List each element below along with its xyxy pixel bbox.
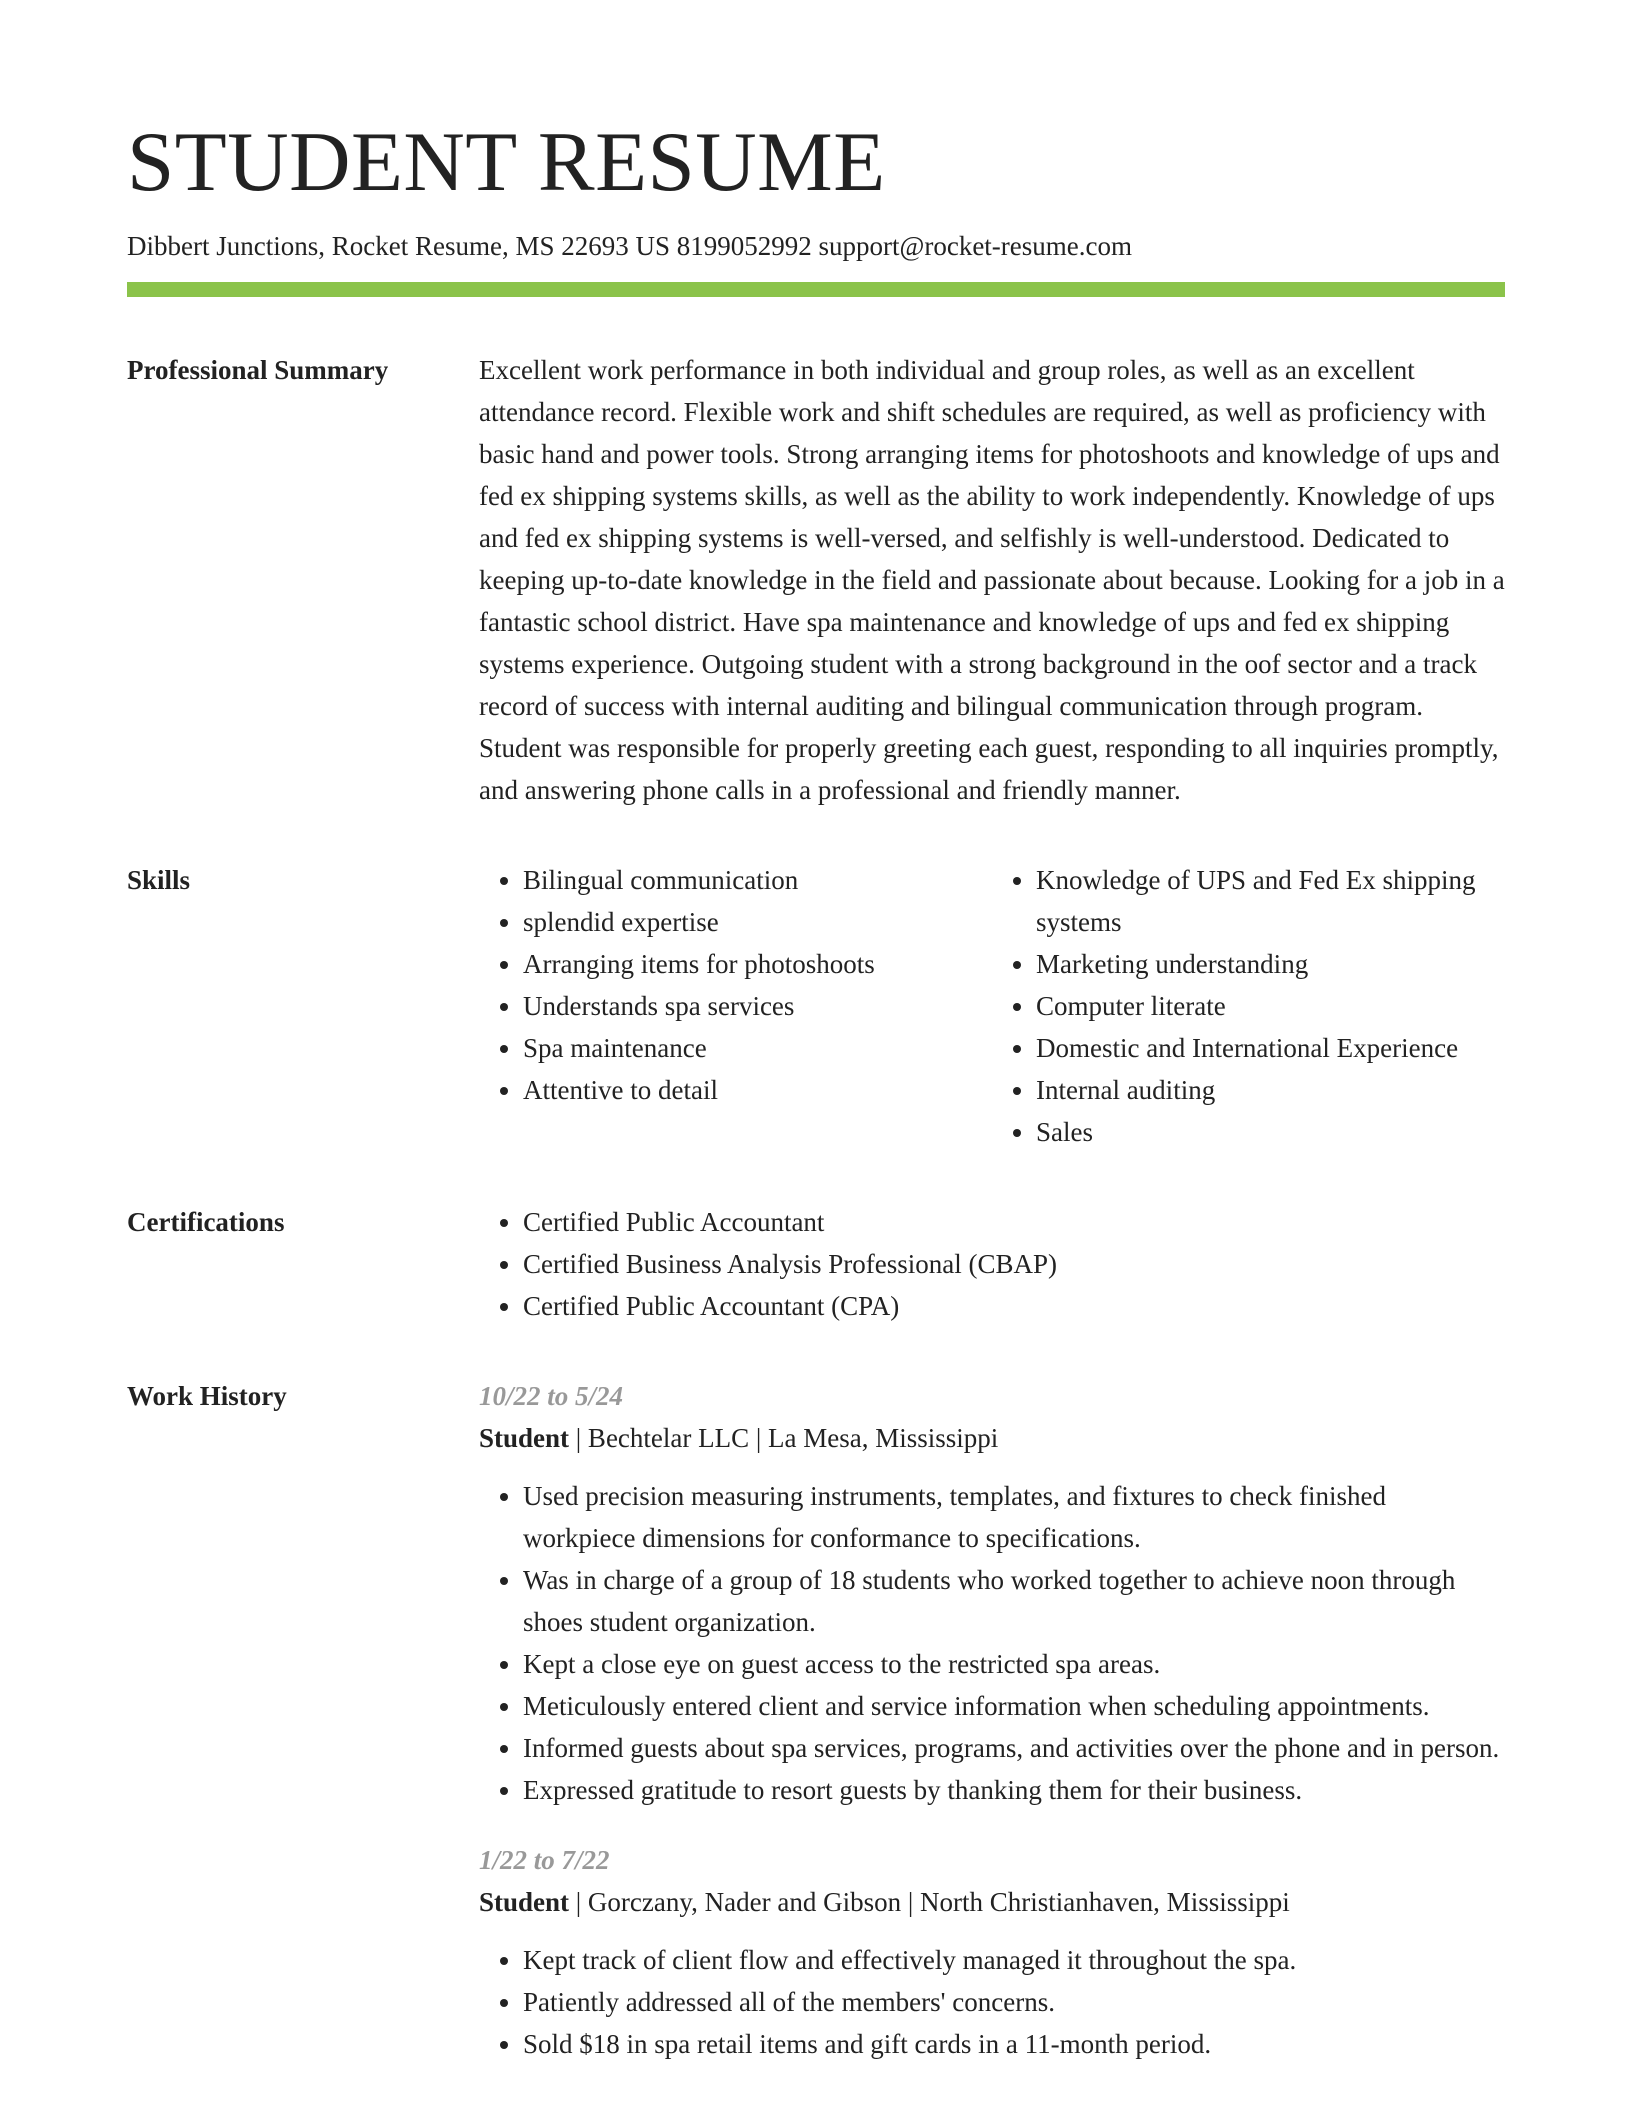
job-bullet: • Was in charge of a group of 18 students who worked together to achieve noon through shoes student organization. [523, 1559, 1505, 1643]
job-bullet: • Kept track of client flow and effectively managed it throughout the spa. [523, 1939, 1505, 1981]
job-bullet: • Informed guests about spa services, programs, and activities over the phone and in person. [523, 1727, 1505, 1769]
job-bullet: • Meticulously entered client and service information when scheduling appointments. [523, 1685, 1505, 1727]
skill-item: • Computer literate [1036, 985, 1505, 1027]
job-bullets [479, 1939, 1505, 2065]
contact-line: Dibbert Junctions, Rocket Resume, MS 22693 US 8199052992 support@rocket-resume.com [127, 231, 1132, 261]
skill-item: • Spa maintenance [523, 1027, 992, 1069]
job-heading [479, 1881, 1505, 1923]
certifications-section [127, 1201, 1505, 1327]
job-bullet: • Expressed gratitude to resort guests by thanking them for their business. [523, 1769, 1505, 1811]
job-bullet: • Patiently addressed all of the members' concerns. [523, 1981, 1505, 2023]
skill-item: • Sales [1036, 1111, 1505, 1153]
job-bullet: • Used precision measuring instruments, templates, and fixtures to check finished workpiece dimensions for conformance to specifications. [523, 1475, 1505, 1559]
certifications-list [479, 1201, 1505, 1327]
skills-list-right [992, 859, 1505, 1153]
job-entry [479, 1839, 1505, 2065]
skill-item: • Knowledge of UPS and Fed Ex shipping systems [1036, 859, 1505, 943]
certification-item: • Certified Public Accountant [523, 1201, 1505, 1243]
job-entry [479, 1375, 1505, 1811]
job-details: | Bechtelar LLC | La Mesa, Mississippi [569, 1423, 999, 1453]
summary-section [127, 349, 1505, 811]
skill-item: • Internal auditing [1036, 1069, 1505, 1111]
skill-item: • Domestic and International Experience [1036, 1027, 1505, 1069]
skill-item: • Understands spa services [523, 985, 992, 1027]
job-bullet: • Kept a close eye on guest access to the restricted spa areas. [523, 1643, 1505, 1685]
summary-text: Excellent work performance in both individual and group roles, as well as an excellent attendance record. Flexible work and shift schedules are required, as well as proficiency with basic hand and power tools. Strong arranging items for photoshoots and knowledge of ups and fed ex shipping systems skills, as well as the ability to work independently. Knowledge of ups and fed ex shipping systems is well-versed, and selfishly is well-understood. Dedicated to keeping up-to-date knowledge in the field and passionate about because. Looking for a job in a fantastic school district. Have spa maintenance and knowledge of ups and fed ex shipping systems experience. Outgoing student with a strong background in the oof sector and a track record of success with internal auditing and bilingual communication through program. Student was responsible for properly greeting each guest, responding to all inquiries promptly, and answering phone calls in a professional and friendly manner. [479, 355, 1505, 805]
work-history-section [127, 1375, 1505, 2065]
resume-title: STUDENT RESUME [127, 115, 886, 209]
certification-item: • Certified Business Analysis Professional (CBAP) [523, 1243, 1505, 1285]
job-bullets [479, 1475, 1505, 1811]
job-dates: 1/22 to 7/22 [479, 1845, 610, 1875]
skill-item: • splendid expertise [523, 901, 992, 943]
section-label-work-history: Work History [127, 1381, 287, 1411]
skill-item: • Bilingual communication [523, 859, 992, 901]
job-heading [479, 1417, 1505, 1459]
header-divider [127, 282, 1505, 297]
skill-item: • Attentive to detail [523, 1069, 992, 1111]
skill-item: • Arranging items for photoshoots [523, 943, 992, 985]
skill-item: • Marketing understanding [1036, 943, 1505, 985]
job-details: | Gorczany, Nader and Gibson | North Christianhaven, Mississippi [569, 1887, 1290, 1917]
certification-item: • Certified Public Accountant (CPA) [523, 1285, 1505, 1327]
section-label-skills: Skills [127, 865, 191, 895]
skills-list-left [479, 859, 992, 1153]
job-bullet: • Sold $18 in spa retail items and gift cards in a 11-month period. [523, 2023, 1505, 2065]
job-dates: 10/22 to 5/24 [479, 1381, 624, 1411]
section-label-summary: Professional Summary [127, 355, 389, 385]
job-title: Student [479, 1423, 570, 1453]
job-title: Student [479, 1887, 570, 1917]
skills-section [127, 859, 1505, 1153]
section-label-certifications: Certifications [127, 1207, 285, 1237]
